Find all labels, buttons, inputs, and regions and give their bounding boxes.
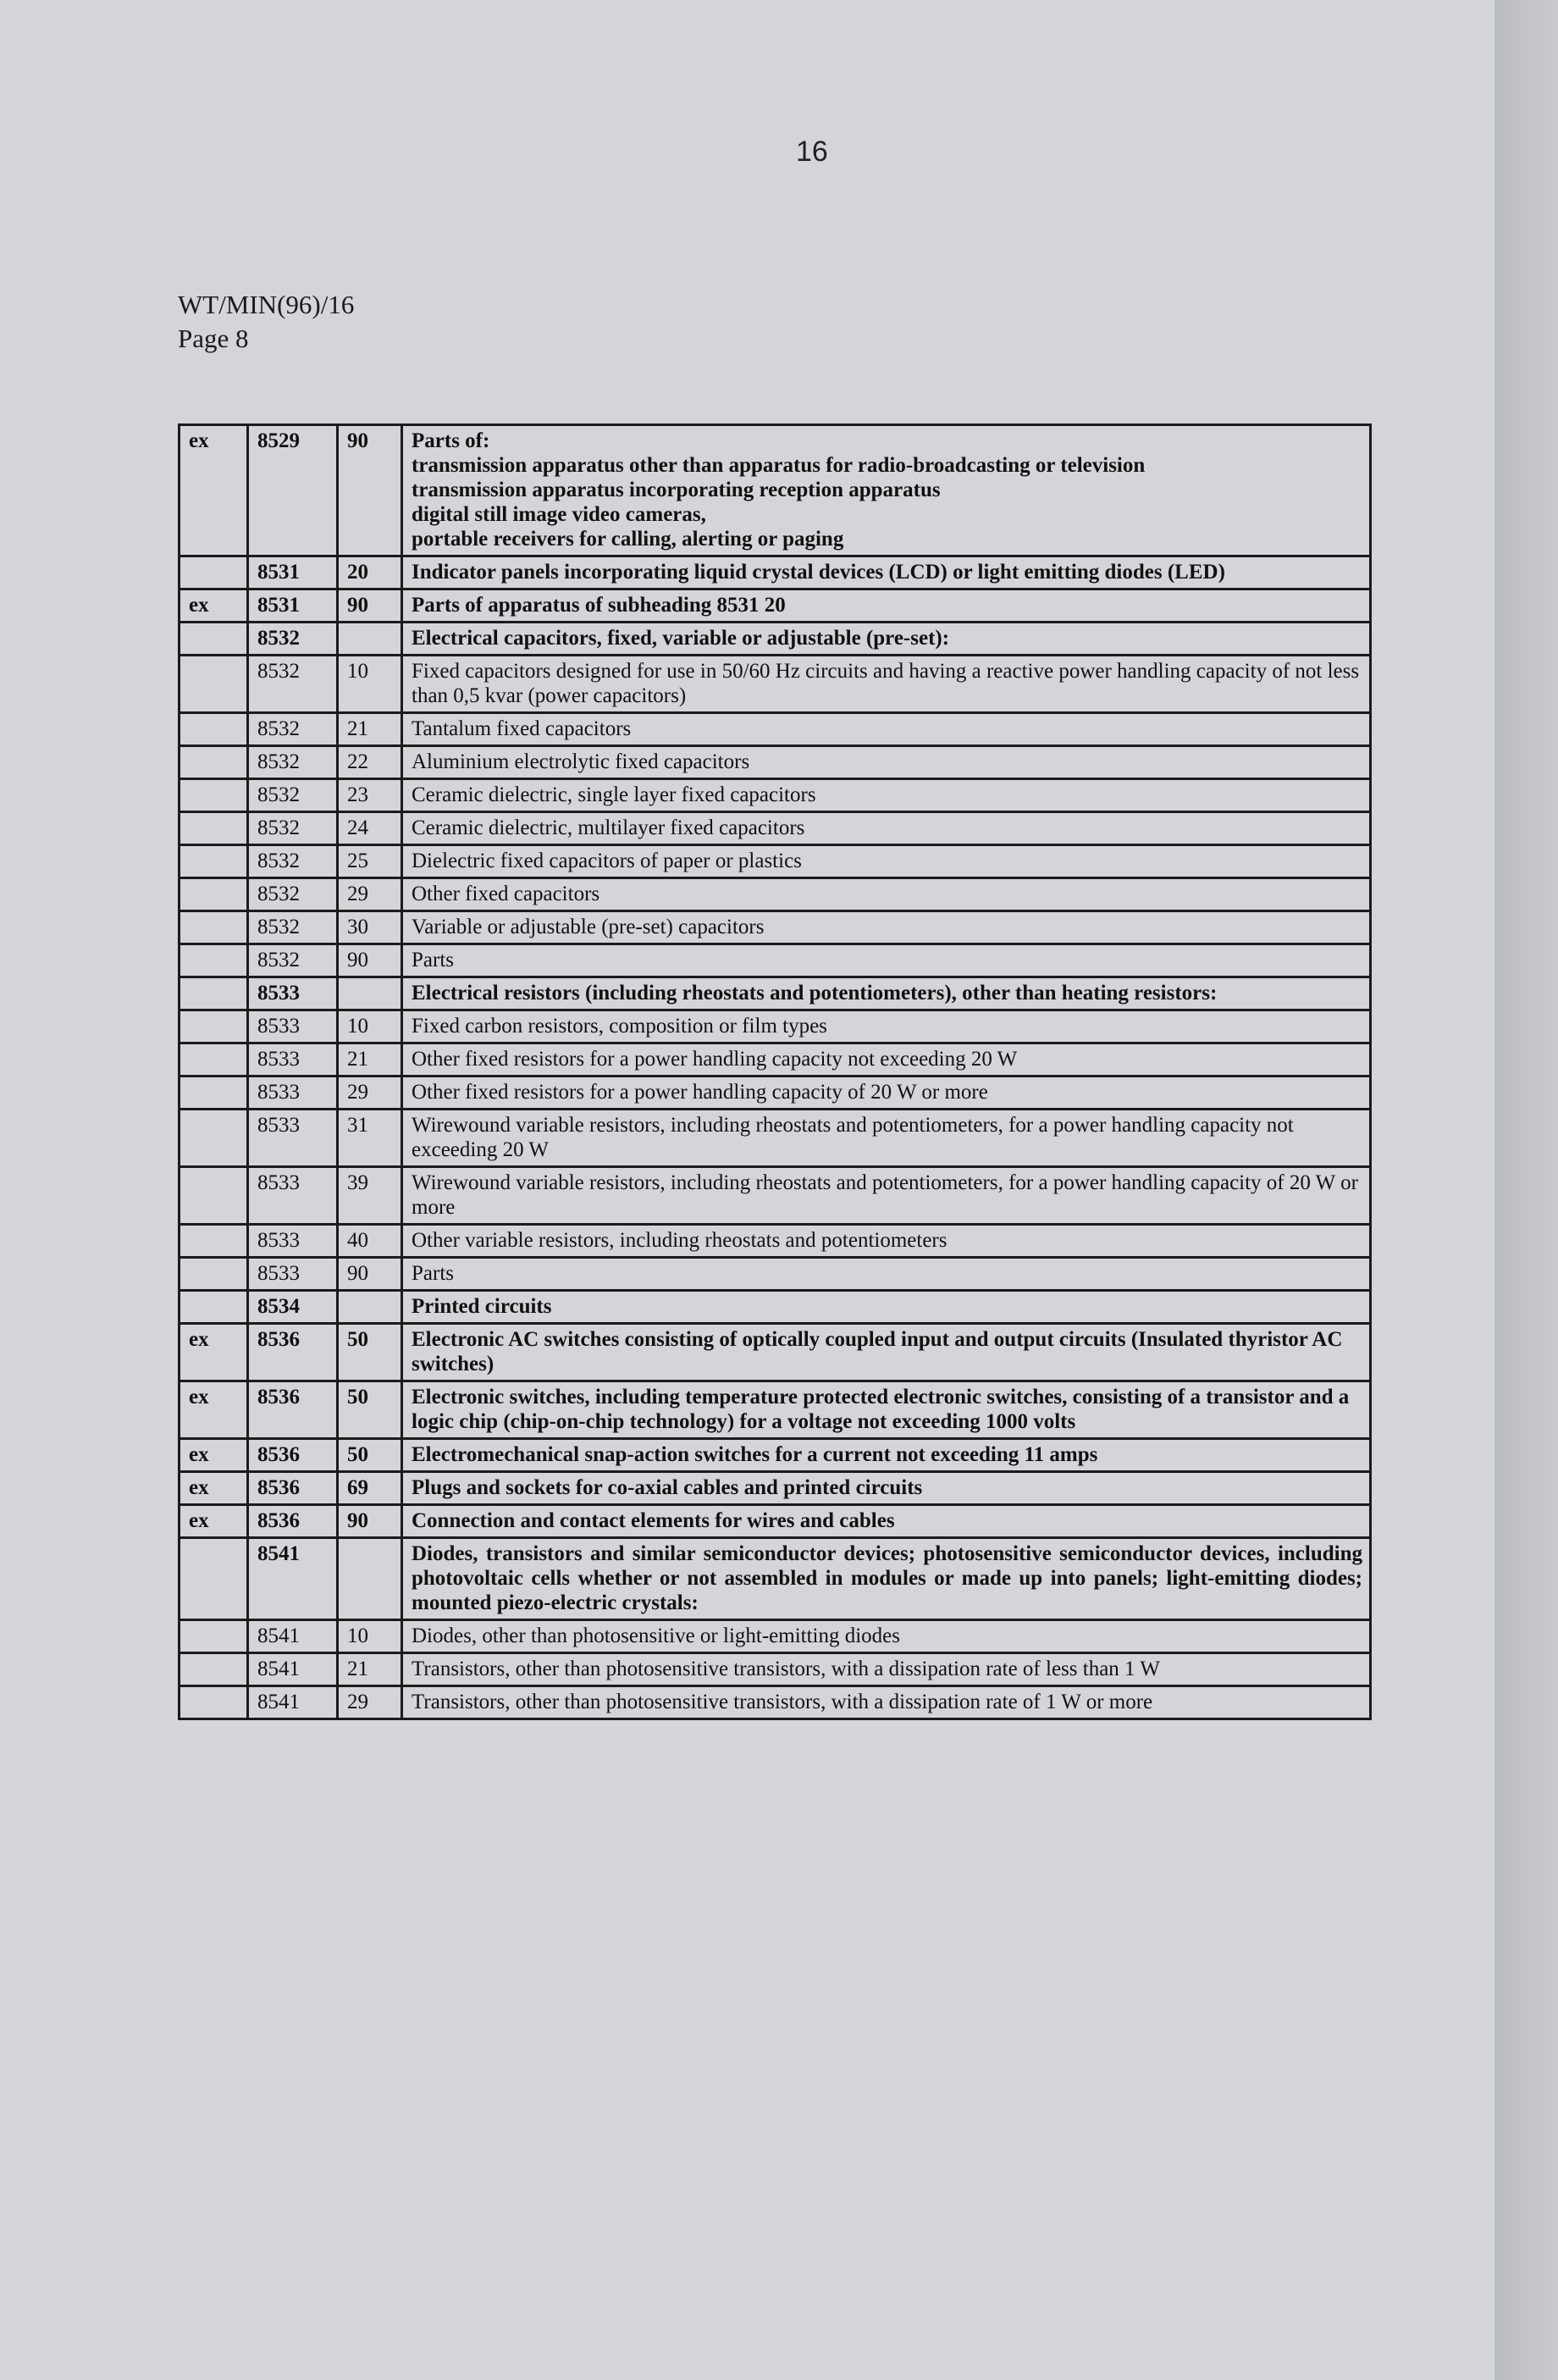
description-line: Electromechanical snap-action switches for a current not exceeding 11 amps: [412, 1443, 1098, 1466]
ex-marker-cell: [180, 1538, 248, 1620]
description-cell: [402, 1291, 1371, 1324]
table-row: [180, 1167, 1371, 1225]
subheading-code-cell: 31: [338, 1110, 402, 1167]
ex-marker-cell: [180, 556, 248, 589]
document-reference: WT/MIN(96)/16: [178, 290, 355, 319]
description-line: Dielectric fixed capacitors of paper or plastics: [412, 850, 802, 872]
description-line: Plugs and sockets for co-axial cables and printed circuits: [412, 1476, 923, 1499]
description-line: Variable or adjustable (pre-set) capacitors: [412, 916, 765, 938]
tariff-table: [178, 423, 1372, 1720]
subheading-code-cell: 39: [338, 1167, 402, 1225]
ex-marker-cell: ex: [180, 1439, 248, 1472]
ex-marker-cell: ex: [180, 1472, 248, 1505]
description-cell: [402, 1043, 1371, 1077]
description-line: transmission apparatus other than apparatus for radio-broadcasting or television: [412, 454, 1146, 477]
heading-code-cell: 8541: [248, 1653, 338, 1686]
subheading-code-cell: 21: [338, 1043, 402, 1077]
heading-code-cell: 8536: [248, 1505, 338, 1538]
subheading-code-cell: 25: [338, 845, 402, 878]
table-row: [180, 911, 1371, 944]
heading-code-cell: 8533: [248, 1225, 338, 1258]
description-cell: [402, 1258, 1371, 1291]
description-line: Electronic AC switches consisting of optically coupled input and output circuits (Insulated thyristor AC switches): [412, 1328, 1343, 1375]
description-cell: [402, 1077, 1371, 1110]
subheading-code-cell: 50: [338, 1324, 402, 1381]
subheading-code-cell: [338, 977, 402, 1010]
subheading-code-cell: [338, 623, 402, 656]
description-cell: [402, 1472, 1371, 1505]
subheading-code-cell: 20: [338, 556, 402, 589]
description-cell: [402, 589, 1371, 623]
subheading-code-cell: 29: [338, 1077, 402, 1110]
page-label: Page 8: [178, 324, 249, 353]
table-row: [180, 977, 1371, 1010]
description-cell: [402, 1653, 1371, 1686]
subheading-code-cell: 50: [338, 1439, 402, 1472]
heading-code-cell: 8534: [248, 1291, 338, 1324]
table-row: [180, 713, 1371, 746]
table-row: [180, 1110, 1371, 1167]
description-cell: [402, 944, 1371, 977]
description-line: Fixed carbon resistors, composition or film types: [412, 1015, 827, 1038]
description-cell: [402, 812, 1371, 845]
heading-code-cell: 8532: [248, 845, 338, 878]
subheading-code-cell: 21: [338, 713, 402, 746]
heading-code-cell: 8533: [248, 1077, 338, 1110]
description-cell: [402, 1010, 1371, 1043]
table-row: [180, 779, 1371, 812]
description-cell: [402, 556, 1371, 589]
description-cell: [402, 845, 1371, 878]
table-row: [180, 1010, 1371, 1043]
heading-code-cell: 8531: [248, 589, 338, 623]
heading-code-cell: 8536: [248, 1381, 338, 1439]
ex-marker-cell: [180, 1077, 248, 1110]
table-row: [180, 1043, 1371, 1077]
ex-marker-cell: ex: [180, 1505, 248, 1538]
ex-marker-cell: [180, 878, 248, 911]
description-line: Electrical capacitors, fixed, variable or adjustable (pre-set):: [412, 627, 950, 650]
description-cell: [402, 1620, 1371, 1653]
description-cell: [402, 1225, 1371, 1258]
description-line: Ceramic dielectric, single layer fixed capacitors: [412, 783, 816, 806]
table-row: [180, 656, 1371, 713]
table-row: [180, 878, 1371, 911]
description-cell: [402, 977, 1371, 1010]
description-cell: [402, 1110, 1371, 1167]
description-line: transmission apparatus incorporating reception apparatus: [412, 479, 941, 501]
subheading-code-cell: 90: [338, 425, 402, 556]
ex-marker-cell: [180, 779, 248, 812]
subheading-code-cell: 69: [338, 1472, 402, 1505]
heading-code-cell: 8533: [248, 1043, 338, 1077]
ex-marker-cell: [180, 1010, 248, 1043]
table-row: [180, 623, 1371, 656]
heading-code-cell: 8533: [248, 1010, 338, 1043]
description-cell: [402, 911, 1371, 944]
ex-marker-cell: [180, 623, 248, 656]
description-line: Parts of apparatus of subheading 8531 20: [412, 594, 786, 617]
ex-marker-cell: [180, 812, 248, 845]
description-line: Indicator panels incorporating liquid crystal devices (LCD) or light emitting diodes (LED): [412, 561, 1225, 584]
description-line: Printed circuits: [412, 1295, 552, 1318]
table-row: [180, 1324, 1371, 1381]
table-row: [180, 845, 1371, 878]
description-cell: [402, 1324, 1371, 1381]
subheading-code-cell: 30: [338, 911, 402, 944]
description-line: Diodes, other than photosensitive or light-emitting diodes: [412, 1624, 901, 1647]
heading-code-cell: 8532: [248, 656, 338, 713]
description-line: Parts: [412, 1262, 454, 1285]
heading-code-cell: 8541: [248, 1686, 338, 1719]
description-line: Diodes, transistors and similar semiconductor devices; photosensitive semiconductor devices, including photovoltaic cells whether or not assembled in modules or made up into panels; light-emitting diodes; mounted piezo-electric crystals:: [412, 1542, 1362, 1614]
ex-marker-cell: [180, 1620, 248, 1653]
description-cell: [402, 1686, 1371, 1719]
description-line: Ceramic dielectric, multilayer fixed capacitors: [412, 816, 805, 839]
table-row: [180, 1258, 1371, 1291]
table-row: [180, 1686, 1371, 1719]
heading-code-cell: 8541: [248, 1620, 338, 1653]
heading-code-cell: 8532: [248, 746, 338, 779]
subheading-code-cell: 50: [338, 1381, 402, 1439]
description-line: Wirewound variable resistors, including rheostats and potentiometers, for a power handling capacity of 20 W or more: [412, 1171, 1358, 1219]
subheading-code-cell: 29: [338, 1686, 402, 1719]
description-cell: [402, 425, 1371, 556]
table-row: [180, 1505, 1371, 1538]
description-line: Other fixed capacitors: [412, 883, 600, 905]
description-cell: [402, 656, 1371, 713]
tariff-table-body: [180, 425, 1371, 1719]
description-cell: [402, 713, 1371, 746]
description-cell: [402, 878, 1371, 911]
ex-marker-cell: [180, 1043, 248, 1077]
description-line: Parts: [412, 949, 454, 971]
ex-marker-cell: [180, 1258, 248, 1291]
heading-code-cell: 8531: [248, 556, 338, 589]
heading-code-cell: 8532: [248, 944, 338, 977]
table-row: [180, 1653, 1371, 1686]
heading-code-cell: 8541: [248, 1538, 338, 1620]
ex-marker-cell: [180, 1291, 248, 1324]
ex-marker-cell: [180, 977, 248, 1010]
heading-code-cell: 8533: [248, 1167, 338, 1225]
heading-code-cell: 8532: [248, 713, 338, 746]
ex-marker-cell: [180, 1653, 248, 1686]
ex-marker-cell: [180, 1225, 248, 1258]
description-cell: [402, 1381, 1371, 1439]
heading-code-cell: 8533: [248, 1110, 338, 1167]
table-row: [180, 812, 1371, 845]
table-row: [180, 1620, 1371, 1653]
ex-marker-cell: [180, 845, 248, 878]
subheading-code-cell: 10: [338, 656, 402, 713]
ex-marker-cell: ex: [180, 589, 248, 623]
description-line: Other variable resistors, including rheostats and potentiometers: [412, 1229, 948, 1252]
description-line: digital still image video cameras,: [412, 503, 706, 526]
document-header: [178, 288, 354, 356]
heading-code-cell: 8533: [248, 1258, 338, 1291]
subheading-code-cell: [338, 1291, 402, 1324]
description-cell: [402, 1505, 1371, 1538]
heading-code-cell: 8529: [248, 425, 338, 556]
description-line: Transistors, other than photosensitive transistors, with a dissipation rate of 1 W or more: [412, 1691, 1153, 1713]
description-cell: [402, 1439, 1371, 1472]
description-line: Connection and contact elements for wires and cables: [412, 1509, 895, 1532]
table-row: [180, 1291, 1371, 1324]
description-line: Fixed capacitors designed for use in 50/60 Hz circuits and having a reactive power handling capacity of not less than 0,5 kvar (power capacitors): [412, 660, 1360, 707]
description-cell: [402, 1538, 1371, 1620]
subheading-code-cell: 10: [338, 1620, 402, 1653]
description-cell: [402, 779, 1371, 812]
subheading-code-cell: 90: [338, 944, 402, 977]
table-row: [180, 1439, 1371, 1472]
subheading-code-cell: [338, 1538, 402, 1620]
heading-code-cell: 8532: [248, 878, 338, 911]
table-row: [180, 1472, 1371, 1505]
description-line: Wirewound variable resistors, including rheostats and potentiometers, for a power handling capacity not exceeding 20 W: [412, 1114, 1294, 1161]
ex-marker-cell: [180, 1686, 248, 1719]
ex-marker-cell: [180, 911, 248, 944]
description-line: Aluminium electrolytic fixed capacitors: [412, 750, 750, 773]
page-edge-shadow: [1494, 0, 1558, 2380]
description-line: Transistors, other than photosensitive transistors, with a dissipation rate of less than 1 W: [412, 1658, 1160, 1680]
subheading-code-cell: 10: [338, 1010, 402, 1043]
subheading-code-cell: 40: [338, 1225, 402, 1258]
description-line: Electrical resistors (including rheostats and potentiometers), other than heating resistors:: [412, 982, 1218, 1005]
table-row: [180, 556, 1371, 589]
table-row: [180, 746, 1371, 779]
ex-marker-cell: [180, 746, 248, 779]
table-row: [180, 1538, 1371, 1620]
ex-marker-cell: [180, 713, 248, 746]
heading-code-cell: 8536: [248, 1324, 338, 1381]
description-line: Other fixed resistors for a power handling capacity not exceeding 20 W: [412, 1048, 1018, 1071]
description-line: Electronic switches, including temperature protected electronic switches, consisting of a transistor and a logic chip (chip-on-chip technology) for a voltage not exceeding 1000 volts: [412, 1386, 1350, 1433]
description-line: portable receivers for calling, alerting or paging: [412, 528, 844, 551]
heading-code-cell: 8536: [248, 1472, 338, 1505]
subheading-code-cell: 90: [338, 1505, 402, 1538]
heading-code-cell: 8533: [248, 977, 338, 1010]
table-row: [180, 944, 1371, 977]
ex-marker-cell: [180, 656, 248, 713]
ex-marker-cell: ex: [180, 425, 248, 556]
page-number: 16: [796, 136, 828, 168]
description-cell: [402, 1167, 1371, 1225]
description-cell: [402, 746, 1371, 779]
ex-marker-cell: ex: [180, 1381, 248, 1439]
table-row: [180, 589, 1371, 623]
table-row: [180, 1381, 1371, 1439]
description-line: Parts of:: [412, 429, 490, 452]
table-row: [180, 425, 1371, 556]
subheading-code-cell: 21: [338, 1653, 402, 1686]
heading-code-cell: 8536: [248, 1439, 338, 1472]
description-line: Other fixed resistors for a power handling capacity of 20 W or more: [412, 1081, 988, 1104]
ex-marker-cell: [180, 1167, 248, 1225]
ex-marker-cell: [180, 1110, 248, 1167]
subheading-code-cell: 90: [338, 589, 402, 623]
heading-code-cell: 8532: [248, 623, 338, 656]
subheading-code-cell: 29: [338, 878, 402, 911]
subheading-code-cell: 22: [338, 746, 402, 779]
description-line: Tantalum fixed capacitors: [412, 717, 632, 740]
ex-marker-cell: [180, 944, 248, 977]
ex-marker-cell: ex: [180, 1324, 248, 1381]
heading-code-cell: 8532: [248, 911, 338, 944]
subheading-code-cell: 90: [338, 1258, 402, 1291]
subheading-code-cell: 24: [338, 812, 402, 845]
table-row: [180, 1077, 1371, 1110]
table-row: [180, 1225, 1371, 1258]
description-cell: [402, 623, 1371, 656]
heading-code-cell: 8532: [248, 812, 338, 845]
subheading-code-cell: 23: [338, 779, 402, 812]
heading-code-cell: 8532: [248, 779, 338, 812]
